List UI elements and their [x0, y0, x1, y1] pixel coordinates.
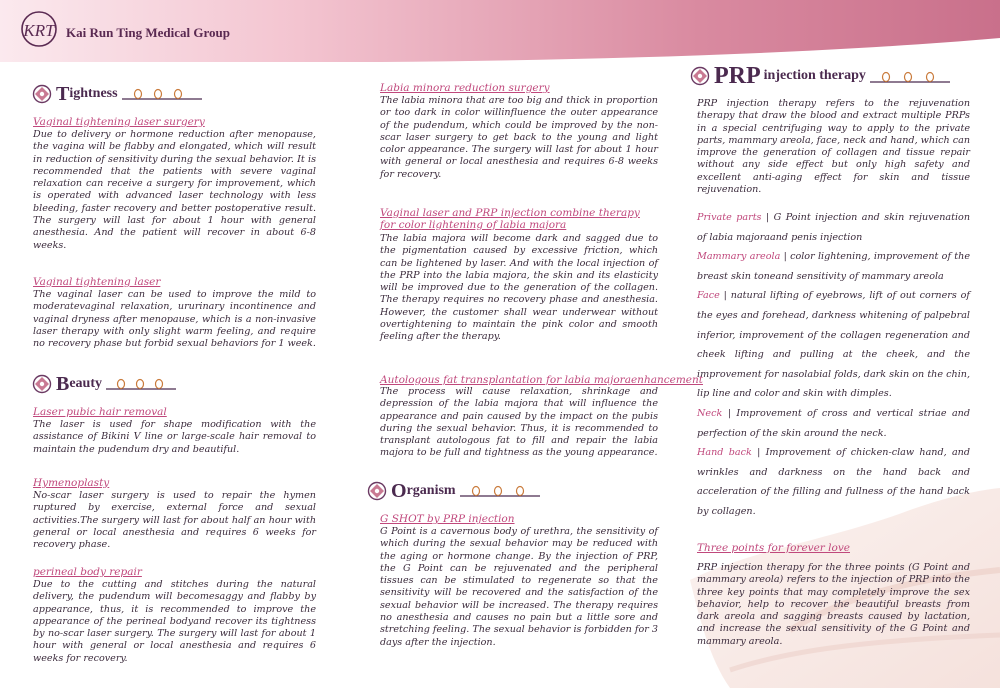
subheading: Labia minora reduction surgery [380, 82, 550, 94]
title-rest: injection therapy [763, 68, 866, 83]
paragraph: No-scar laser surgery is used to repair the hymen ruptured by exercise, external force and sexual activities.The surgery will last for about half an hour with general or local anesthesia and requires 6 weeks for recovery phase. [33, 490, 316, 551]
title-rest: rganism [406, 483, 456, 498]
item-text: | Improvement of chicken-claw hand, and wrinkles and darkness on the hand back and acceleration of the filling and fullness of the hand back by collagen. [697, 447, 970, 517]
paragraph: Due to delivery or hormone reduction after menopause, the vagina will be flabby and elongated, which will result in reduction of sensitivity during the sexual behavior. It is recommended that the patients with severe vaginal relaxation can receive a surgery for improvement, which is operated with advanced laser technology with less bleeding, faster recovery and better postoperative result. The surgery will last for about 1 hour with general anesthesia. And the patient will recover in about 6-8 weeks. [33, 129, 316, 251]
item-label: Neck [697, 407, 723, 419]
section-title-organism [367, 481, 540, 501]
paragraph: Due to the cutting and stitches during the natural delivery, the pudendum will becomesaggy and flabby by appearance, thus, it is recommended to improve the appearance of the perineal bodyand recover its tightness by no-scar laser surgery. The surgery will last for about 1 hour with general or local anesthesia and requires 6 weeks for recovery. [33, 579, 316, 664]
subheading: Three points for forever love [697, 542, 850, 554]
item-label: Hand back [697, 447, 752, 459]
item-label: Face [697, 290, 720, 302]
emblem-icon [32, 84, 52, 104]
ornament-icon [106, 377, 176, 391]
emblem-icon [32, 374, 52, 394]
subheading: G SHOT by PRP injection [380, 513, 515, 525]
section-title-tightness [32, 84, 202, 104]
logo-letters: KRT [23, 21, 55, 40]
logo-icon [20, 10, 58, 48]
section-title-beauty [32, 374, 176, 394]
item-text: | Improvement of cross and vertical striae and perfection of the skin around the neck. [697, 407, 970, 439]
item-label: Private parts [697, 212, 762, 223]
paragraph: The labia majora will become dark and sagged due to the pigmentation caused by excessive friction, which can be lightened by laser. And with the local injection of the PRP into the labia majora, the skin and its elasticity will be improved due to the generation of the collagen. The therapy requires no recovery phase and anesthesia. However, the customer shall wear underwear without overtightening to maintain the pink color and smooth feeling after the therapy. [380, 233, 658, 343]
list-item [697, 286, 970, 404]
paragraph: The laser is used for shape modification with the assistance of Bikini V line or large-scale hair removal to maintain the pudendum dry and beautiful. [33, 419, 316, 455]
ornament-icon [122, 87, 202, 101]
header [0, 0, 1000, 62]
prp-areas-list [697, 208, 970, 522]
ornament-icon [870, 68, 950, 84]
item-text: | G Point injection and skin rejuvenation of labia majoraand penis injection [697, 212, 970, 243]
subheading: Hymenoplasty [33, 477, 110, 489]
brand-name: Kai Run Ting Medical Group [66, 25, 230, 40]
paragraph: PRP injection therapy refers to the rejuvenation therapy that draw the blood and extract multiple PRPs in a special centrifuging way to apply to the private parts, mammary areola, face, neck and hand, which can improve the generation of collagen and tissue repair without any side effect but only high safety and excellent anti-aging effect for skin and tissue rejuvenation. [697, 98, 971, 196]
subheading: Vaginal laser and PRP injection combine therapy for color lightening of labia majora [380, 207, 640, 231]
paragraph: The labia minora that are too big and thick in proportion or too dark in color willinfluence the outer appearance of the pudendum, which could be improved by the non-scar laser surgery to get back to the young and light color appearance. The surgery will last for about 1 hour with general or local anesthesia and requires 6-8 weeks for recovery. [380, 95, 658, 180]
paragraph: The process will cause relaxation, shrinkage and depression of the labia majora that will influence the appearance and pain caused by the impact on the pubis during the sexual behavior. Thus, it is recommended to transplant autologous fat to fill and repair the labia majora to be full and tightness as the young appearance. [380, 386, 658, 459]
ornament-icon [460, 484, 540, 498]
item-label: Mammary areola [697, 251, 781, 263]
subheading: perineal body repair [33, 566, 142, 578]
title-cap: T [56, 83, 70, 105]
subheading: Vaginal tightening laser surgery [33, 116, 205, 128]
list-item [697, 443, 970, 521]
item-text: | natural lifting of eyebrows, lift of out corners of the eyes and forehead, darkness whitening of palpebral inferior, improvement of the collagen regeneration and cheek lifting and pulling at the cheek, and the improvement for nasolabial folds, dark skin on the chin, lip line and color and skin with dimples. [697, 290, 970, 400]
paragraph: The vaginal laser can be used to improve the mild to moderatevaginal relaxation, ururinary incontinence and vaginal dryness after menopause, which is a non-invasive laser therapy with only slight warm feeling, and require no recovery phase but forbid sexual behaviors for 1 week. [33, 289, 316, 350]
list-item [697, 404, 970, 443]
emblem-icon [367, 481, 387, 501]
list-item [697, 208, 970, 247]
subheading: Laser pubic hair removal [33, 406, 167, 418]
title-cap: PRP [714, 63, 761, 89]
subheading: Autologous fat transplantation for labia majoraenhancement [380, 374, 703, 386]
title-rest: eauty [69, 376, 103, 391]
emblem-icon [690, 66, 710, 86]
paragraph: PRP injection therapy for the three points (G Point and mammary areola) refers to the injection of PRP into the three key points that may completely improve the sex behavior, help to recover the beautiful breasts from dark areola and sagging breasts caused by lactation, and increase the sexual sensitivity of the G Point and mammary areola. [697, 562, 970, 647]
title-cap: O [391, 480, 407, 502]
title-rest: ightness [69, 86, 118, 101]
section-title-prp [690, 64, 950, 88]
title-cap: B [56, 373, 70, 395]
paragraph: G Point is a cavernous body of urethra, the sensitivity of which during the sexual behavior may be reduced with the aging or hormone change. By the injection of PRP, the G Point can be rejuvenated and the peripheral tissues can be stimulated to regenerate so that the sensitivity will be recovered and the satisfaction of the sexual behavior will be increased. The therapy requires no anesthesia and causes no pain but a little sore and stretching feeling. The sexual behavior is forbidden for 3 days after the injection. [380, 526, 658, 648]
item-text: | color lightening, improvement of the breast skin toneand sensitivity of mammary areola [697, 251, 970, 282]
subheading: Vaginal tightening laser [33, 276, 161, 288]
list-item [697, 247, 970, 286]
